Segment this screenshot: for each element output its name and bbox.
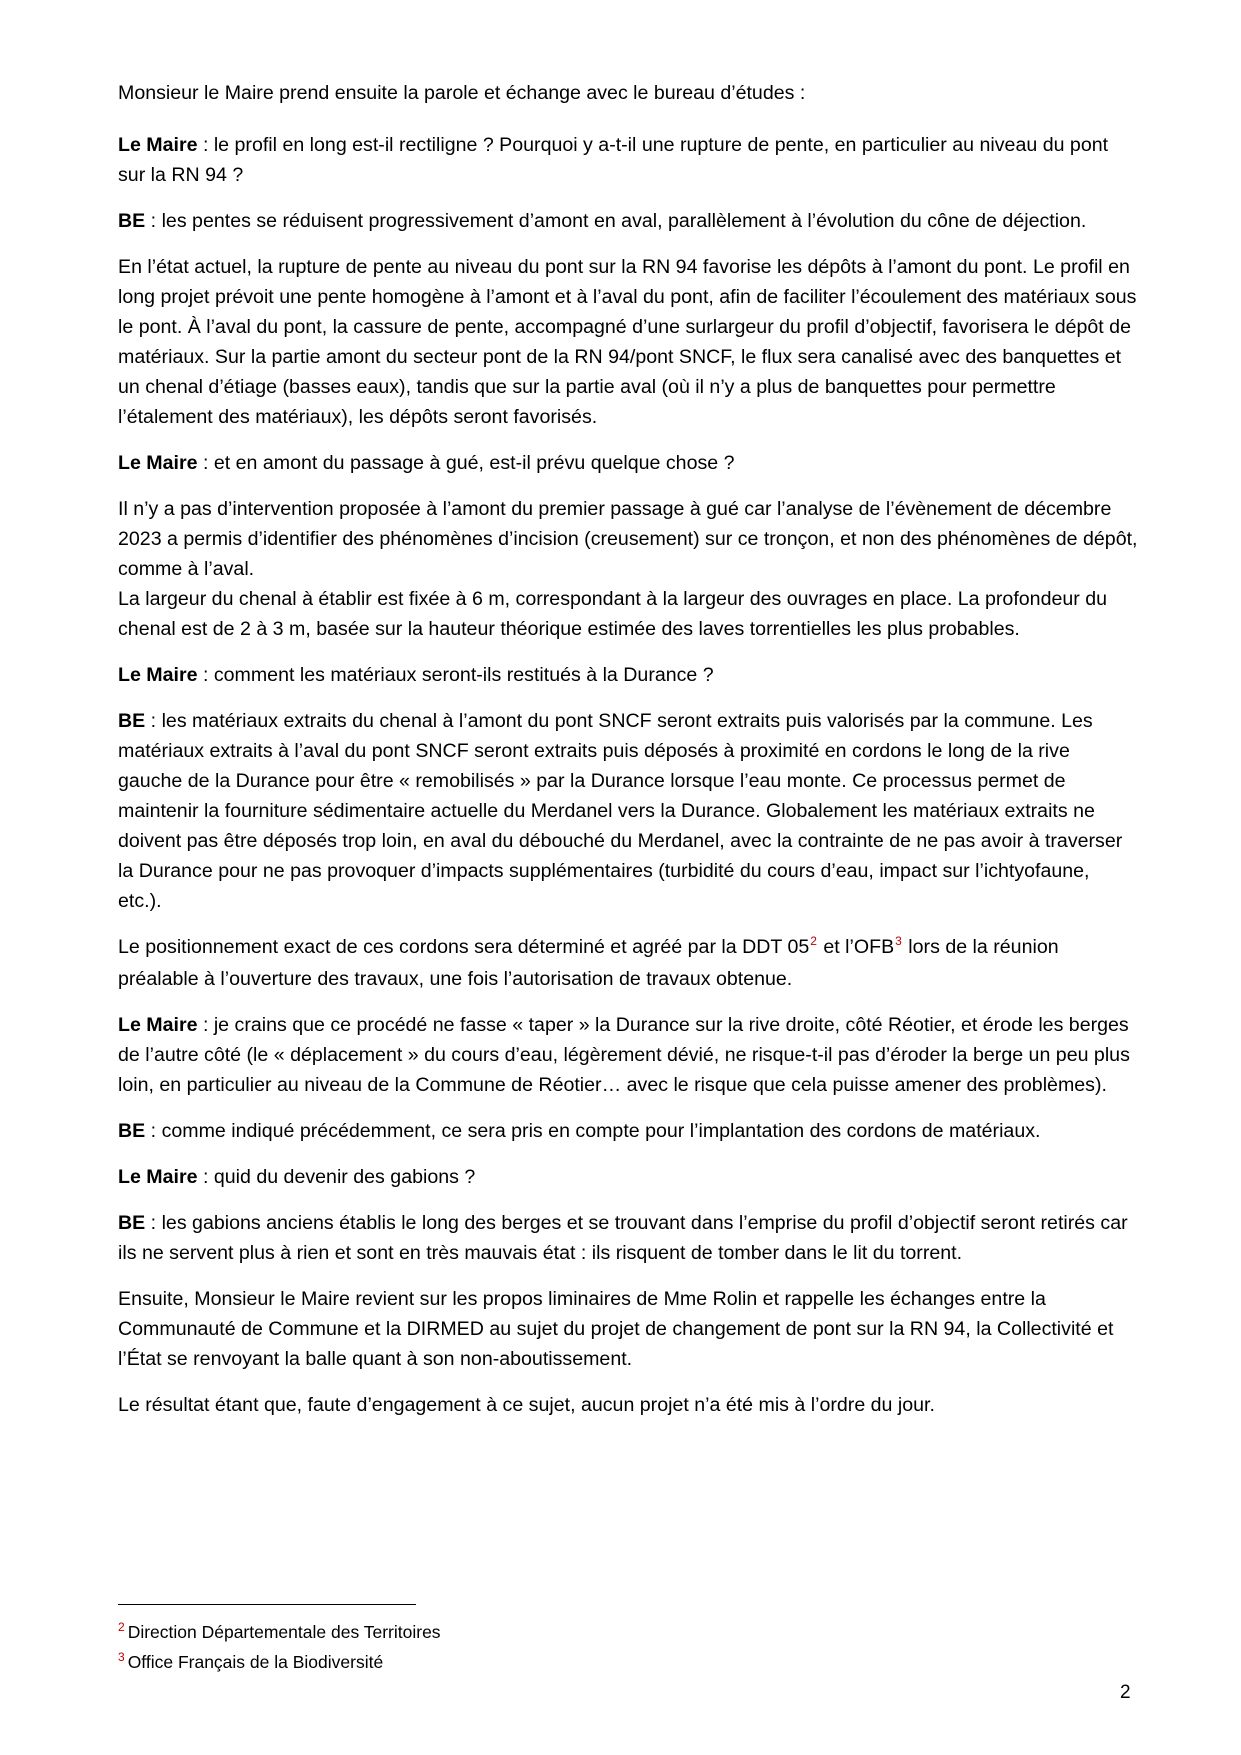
text-segment: et l’OFB	[817, 936, 895, 958]
speaker-label: BE	[118, 1120, 146, 1142]
text-segment: lors de la réunion préalable à l’ouverture des travaux, une fois l’autorisation de travaux obtenue.	[118, 936, 1059, 990]
footnote-number: 3	[118, 1650, 125, 1664]
speech-text: : je crains que ce procédé ne fasse « taper » la Durance sur la rive droite, côté Réotier, et érode les berges de l’autre côté (le « déplacement » du cours d’eau, légèrement dévié, ne risque-t-il pas d’éroder la berge un peu plus loin, en particulier au niveau de la Commune de Réotier… avec le risque que cela puisse amener des problèmes).	[118, 1014, 1130, 1096]
footnote-number: 2	[118, 1620, 125, 1634]
speech-text: : comme indiqué précédemment, ce sera pris en compte pour l’implantation des cordons de matériaux.	[145, 1120, 1041, 1142]
speech-text: : le profil en long est-il rectiligne ? Pourquoi y a-t-il une rupture de pente, en particulier au niveau du pont sur la RN 94 ?	[118, 134, 1109, 186]
speaker-label: Le Maire	[118, 1014, 198, 1036]
exchange-be-3	[118, 1116, 1138, 1146]
body-text	[118, 78, 1138, 1436]
exchange-maire-5	[118, 1162, 1138, 1192]
paragraph-intervention	[118, 494, 1138, 644]
intro-paragraph: Monsieur le Maire prend ensuite la parole et échange avec le bureau d’études :	[118, 82, 806, 104]
paragraph-line-b: La largeur du chenal à établir est fixée à 6 m, correspondant à la largeur des ouvrages en place. La profondeur du chenal est de 2 à 3 m, basée sur la hauteur théorique estimée des laves torrentielles les plus probables.	[118, 588, 1108, 640]
speaker-label: Le Maire	[118, 1166, 198, 1188]
exchange-be-2	[118, 706, 1138, 916]
exchange-maire-3	[118, 660, 1138, 690]
paragraph-etat-actuel: En l’état actuel, la rupture de pente au niveau du pont sur la RN 94 favorise les dépôts à l’amont du pont. Le profil en long projet prévoit une pente homogène à l’amont et à l’aval du pont, afin de faciliter l’écoulement des matériaux sous le pont. À l’aval du pont, la cassure de pente, accompagné d’une surlargeur du profil d’objectif, favorisera le dépôt de matériaux. Sur la partie amont du secteur pont de la RN 94/pont SNCF, le flux sera canalisé avec des banquettes et un chenal d’étiage (basses eaux), tandis que sur la partie aval (où il n’y a plus de banquettes pour permettre l’étalement des matériaux), les dépôts seront favorisés.	[118, 256, 1137, 428]
footnote-ref-3[interactable]: 3	[895, 934, 902, 948]
exchange-be-1	[118, 206, 1138, 236]
footnote-text: Direction Départementale des Territoires	[127, 1622, 441, 1642]
speaker-label: BE	[118, 210, 146, 232]
exchange-maire-4	[118, 1010, 1138, 1100]
speech-text: : les pentes se réduisent progressivement d’amont en aval, parallèlement à l’évolution du cône de déjection.	[145, 210, 1087, 232]
paragraph-ensuite: Ensuite, Monsieur le Maire revient sur les propos liminaires de Mme Rolin et rappelle les échanges entre la Communauté de Commune et la DIRMED au sujet du projet de changement de pont sur la RN 94, la Collectivité et l’État se renvoyant la balle quant à son non-aboutissement.	[118, 1288, 1114, 1370]
footnote-divider	[118, 1604, 416, 1605]
speech-text: : les matériaux extraits du chenal à l’amont du pont SNCF seront extraits puis valorisés par la commune. Les matériaux extraits à l’aval du pont SNCF seront extraits puis déposés à proximité en cordons le long de la rive gauche de la Durance pour être « remobilisés » par la Durance lorsque l’eau monte. Ce processus permet de maintenir la fourniture sédimentaire actuelle du Merdanel vers la Durance. Globalement les matériaux extraits ne doivent pas être déposés trop loin, en aval du débouché du Merdanel, avec la contrainte de ne pas avoir à traverser la Durance pour ne pas provoquer d’impacts supplémentaires (turbidité du cours d’eau, impact sur l’ichtyofaune, etc.).	[118, 710, 1123, 912]
paragraph-cordons	[118, 932, 1138, 994]
exchange-maire-1	[118, 130, 1138, 190]
footnote-2	[118, 1618, 441, 1648]
speaker-label: BE	[118, 1212, 146, 1234]
speaker-label: BE	[118, 710, 146, 732]
speaker-label: Le Maire	[118, 452, 198, 474]
footnote-ref-2[interactable]: 2	[810, 934, 817, 948]
footnote-text: Office Français de la Biodiversité	[127, 1652, 384, 1672]
speaker-label: Le Maire	[118, 664, 198, 686]
paragraph-line-a: Il n’y a pas d’intervention proposée à l’amont du premier passage à gué car l’analyse de l’évènement de décembre 2023 a permis d’identifier des phénomènes d’incision (creusement) sur ce tronçon, et non des phénomènes de dépôt, comme à l’aval.	[118, 498, 1138, 580]
speech-text: : comment les matériaux seront-ils restitués à la Durance ?	[197, 664, 714, 686]
speech-text: : les gabions anciens établis le long des berges et se trouvant dans l’emprise du profil d’objectif seront retirés car ils ne servent plus à rien et sont en très mauvais état : ils risquent de tomber dans le lit du torrent.	[118, 1212, 1128, 1264]
exchange-be-4	[118, 1208, 1138, 1268]
page-number: 2	[1120, 1682, 1131, 1703]
speaker-label: Le Maire	[118, 134, 198, 156]
text-segment: Le positionnement exact de ces cordons sera déterminé et agréé par la DDT 05	[118, 936, 810, 958]
speech-text: : et en amont du passage à gué, est-il prévu quelque chose ?	[197, 452, 735, 474]
footnotes	[118, 1618, 441, 1678]
speech-text: : quid du devenir des gabions ?	[197, 1166, 476, 1188]
footnote-3	[118, 1648, 441, 1678]
paragraph-resultat: Le résultat étant que, faute d’engagement à ce sujet, aucun projet n’a été mis à l’ordre du jour.	[118, 1394, 935, 1416]
exchange-maire-2	[118, 448, 1138, 478]
